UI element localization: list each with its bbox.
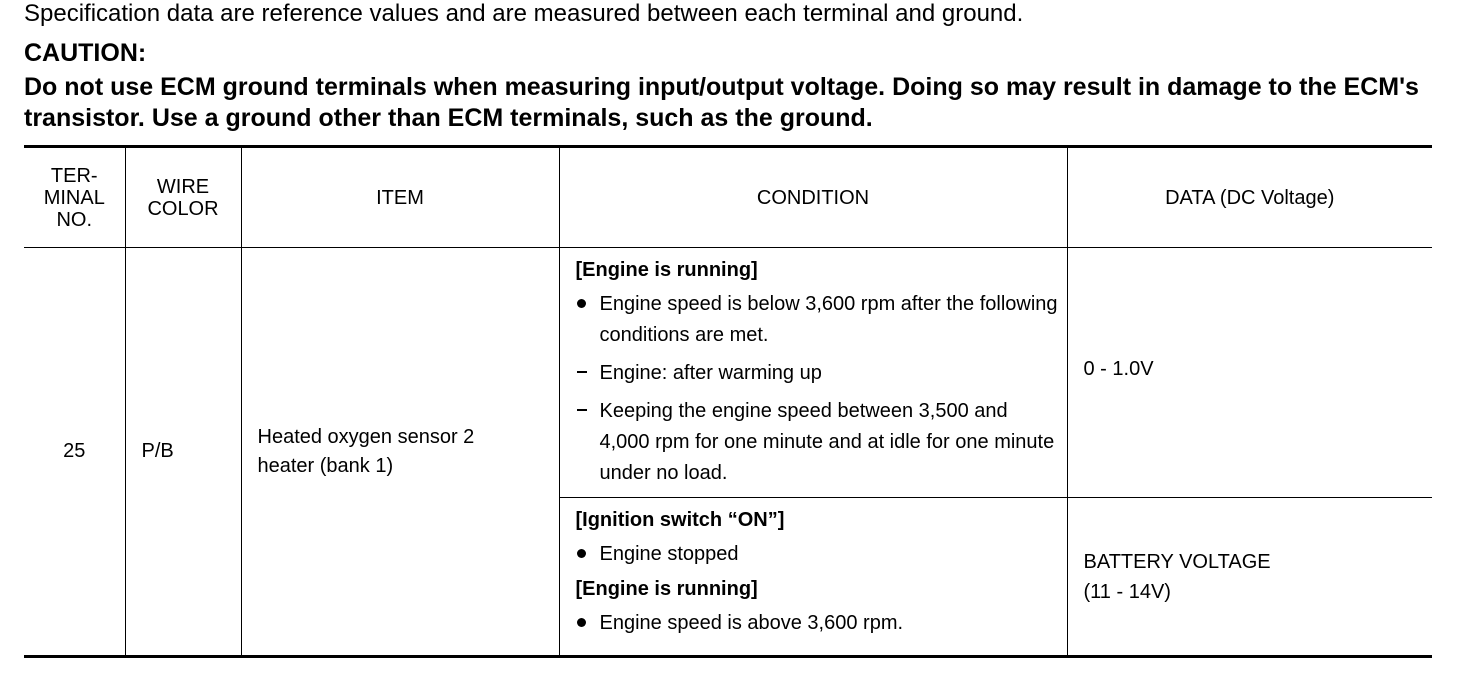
header-terminal-line-1: TER- — [50, 164, 98, 187]
header-terminal-line-3: NO. — [56, 208, 93, 231]
wire-color-cell: P/B — [125, 248, 241, 657]
data-value-line-1: BATTERY VOLTAGE — [1083, 550, 1271, 573]
table-header-row — [24, 147, 1432, 248]
table-row — [24, 248, 1432, 498]
condition-bullet — [576, 608, 1059, 639]
condition-dash-text: Engine: after warming up — [599, 362, 822, 384]
bullet-icon — [577, 299, 586, 308]
bullet-icon — [577, 618, 586, 627]
condition-heading: [Engine is running] — [575, 578, 758, 600]
header-condition: CONDITION — [559, 147, 1067, 248]
condition-bullet-text: Engine speed is below 3,600 rpm after the following conditions are met. — [599, 293, 1058, 346]
item-line-2: heater (bank 1) — [257, 454, 394, 477]
terminal-no-cell: 25 — [24, 248, 125, 657]
item-line-1: Heated oxygen sensor 2 — [257, 425, 475, 448]
header-wire-color — [125, 147, 241, 248]
condition-cell-1 — [559, 248, 1067, 498]
condition-dash-text: Keeping the engine speed between 3,500 and 4,000 rpm for one minute and at idle for one minute under no load. — [599, 400, 1055, 484]
header-terminal-no — [24, 147, 125, 248]
condition-dash — [576, 396, 1059, 489]
condition-bullet-text: Engine speed is above 3,600 rpm. — [599, 612, 904, 634]
header-wire-line-2: COLOR — [147, 197, 219, 220]
caution-title: CAUTION: — [24, 39, 147, 67]
data-cell-1 — [1067, 248, 1432, 498]
condition-bullet — [576, 539, 1059, 570]
condition-bullet — [576, 289, 1059, 351]
dash-icon — [577, 371, 587, 373]
item-cell — [241, 248, 559, 657]
condition-heading: [Ignition switch “ON”] — [575, 509, 785, 531]
condition-heading: [Engine is running] — [575, 259, 758, 281]
data-cell-2 — [1067, 498, 1432, 657]
condition-bullet-text: Engine stopped — [599, 543, 739, 565]
data-value: 0 - 1.0V — [1083, 358, 1154, 380]
condition-dash — [576, 358, 1059, 389]
header-item: ITEM — [241, 147, 559, 248]
bullet-icon — [577, 549, 586, 558]
terminal-spec-table — [24, 145, 1432, 658]
dash-icon — [577, 409, 587, 411]
header-data: DATA (DC Voltage) — [1067, 147, 1432, 248]
intro-text: Specification data are reference values and are measured between each terminal and ground. — [24, 0, 1024, 27]
data-value-line-2: (11 - 14V) — [1083, 580, 1171, 603]
condition-cell-2 — [559, 498, 1067, 657]
header-terminal-line-2: MINAL — [43, 186, 105, 209]
header-wire-line-1: WIRE — [156, 175, 210, 198]
caution-text: Do not use ECM ground terminals when measuring input/output voltage. Doing so may result in damage to the ECM's transistor. Use a ground other than ECM terminals, such as the ground. — [24, 73, 1419, 132]
